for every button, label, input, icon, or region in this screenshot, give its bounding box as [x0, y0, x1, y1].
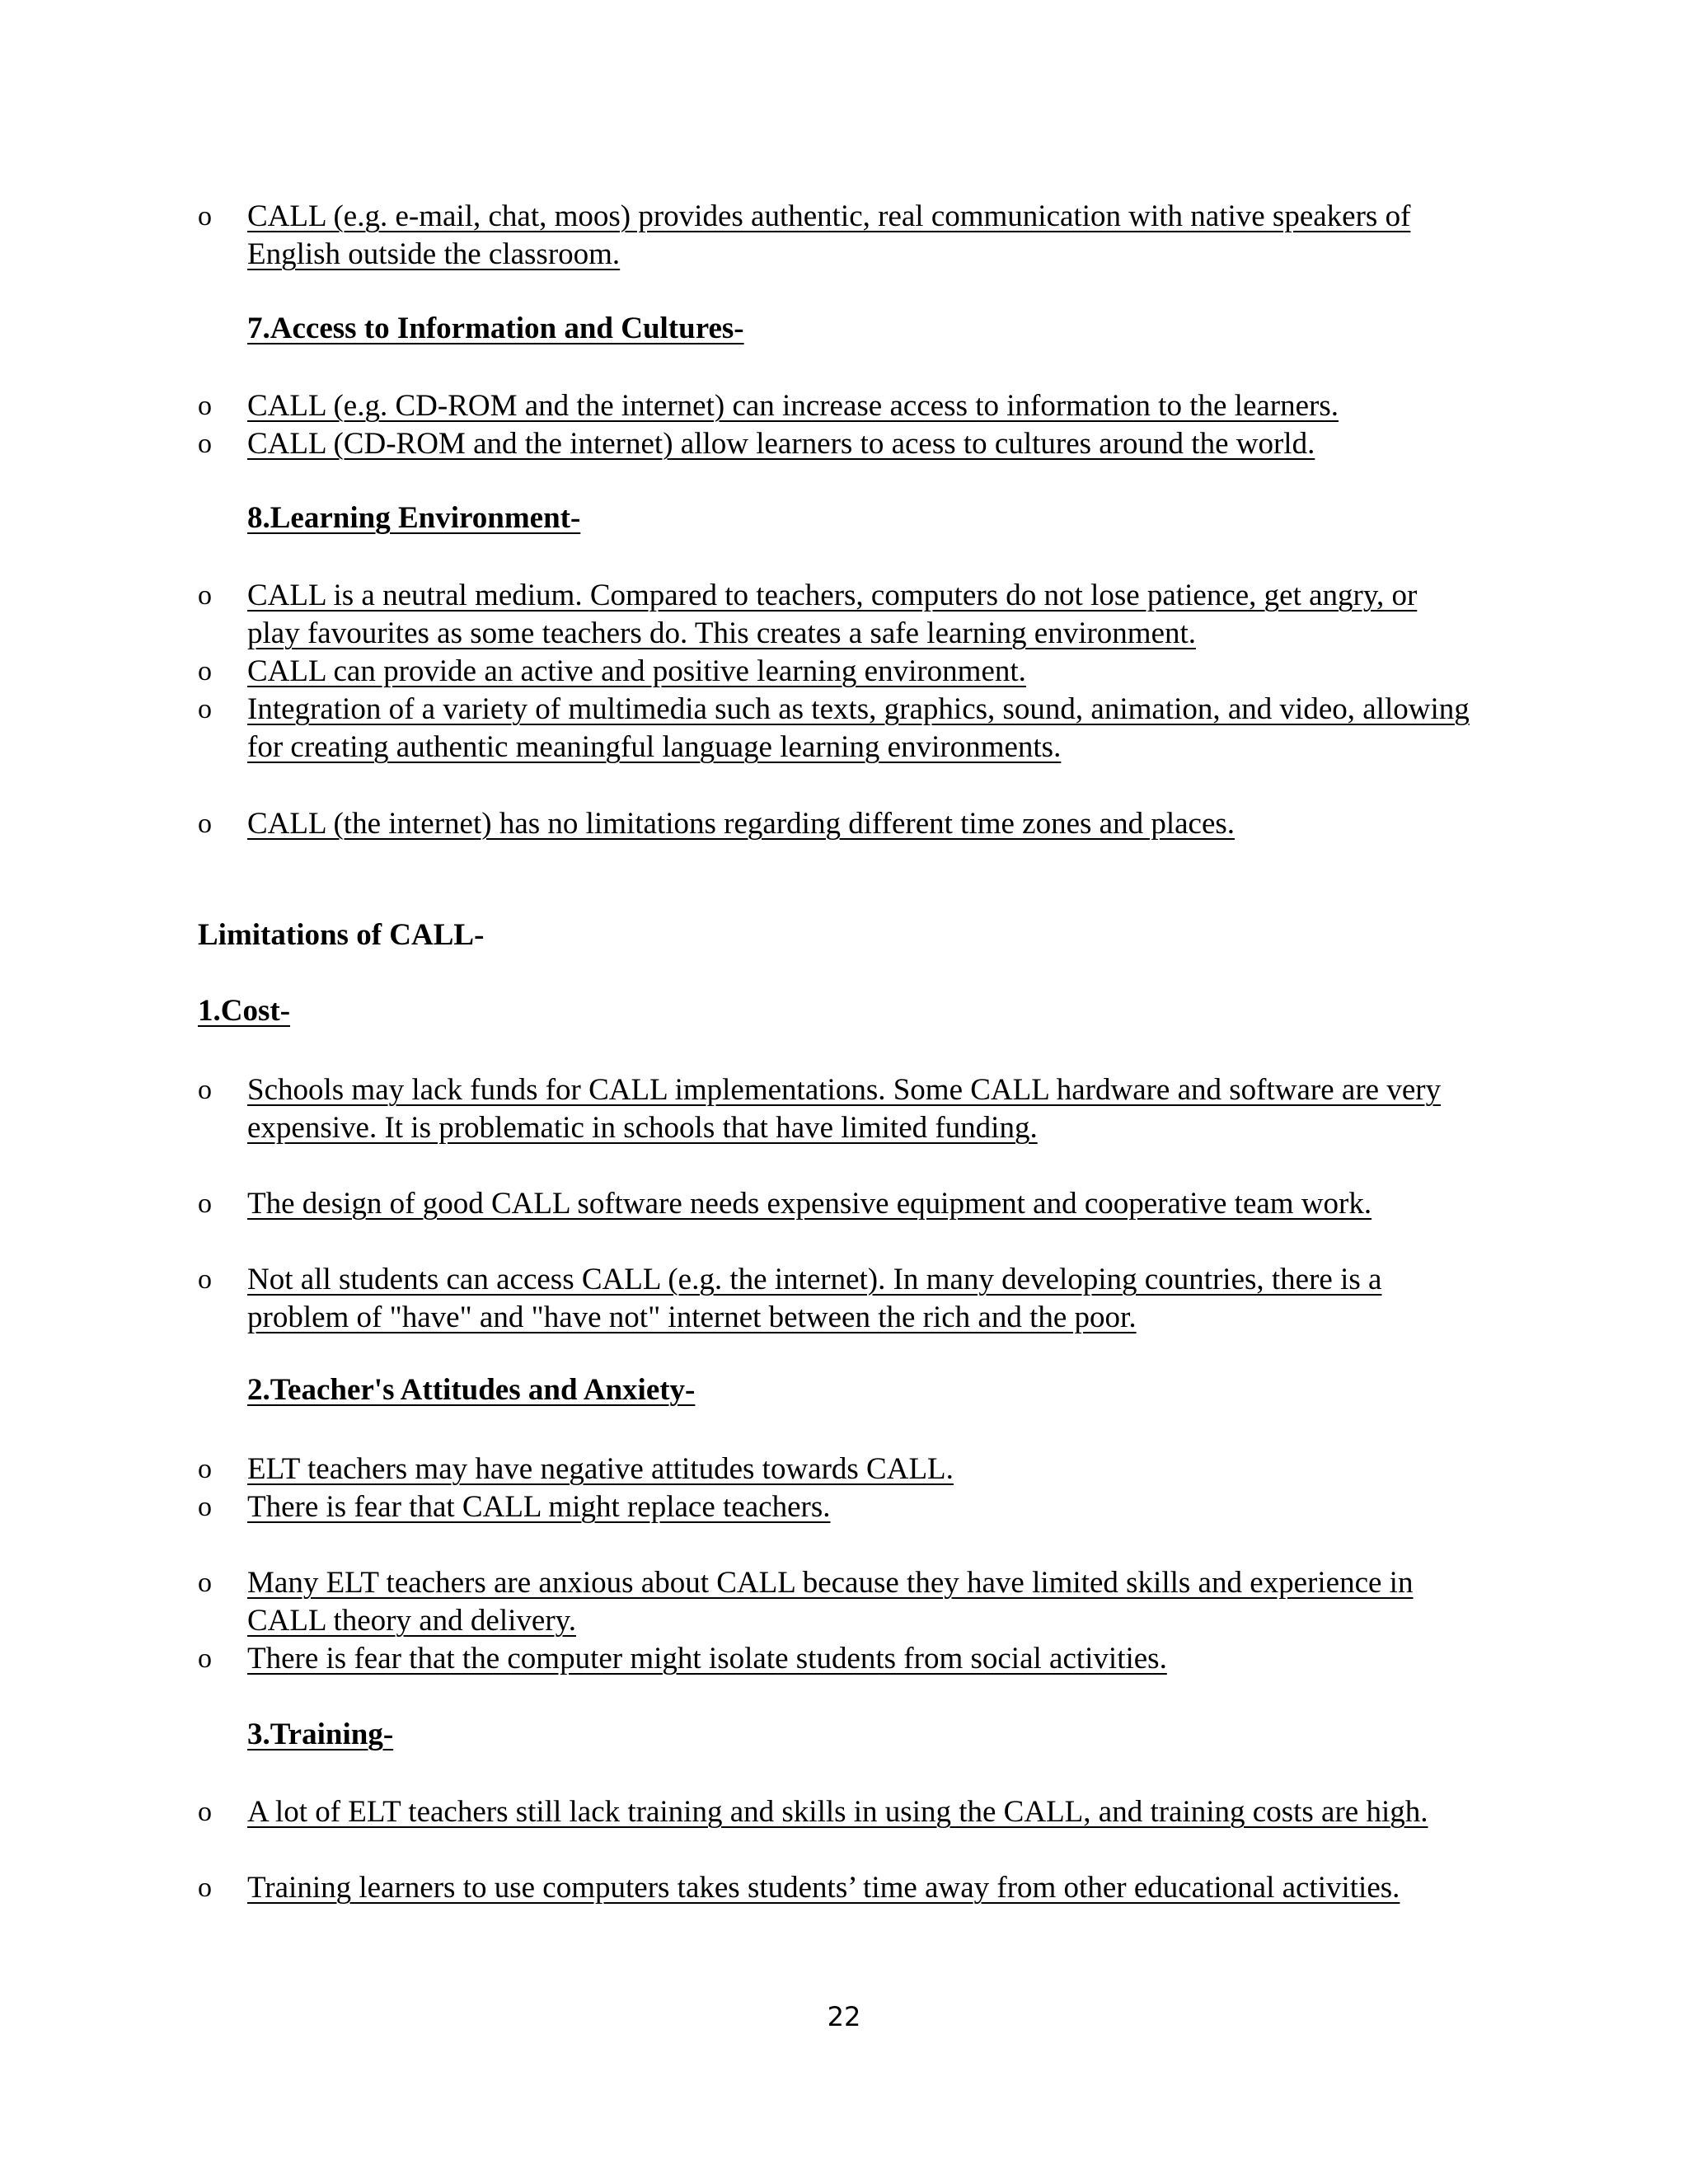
- list-item: [198, 1869, 1475, 1907]
- section-heading-training: 3.Training-: [247, 1718, 394, 1751]
- list-item-text: Not all students can access CALL (e.g. the internet). In many developing countries, there is a problem of "have" and "have not" internet between the rich and the poor.: [247, 1263, 1382, 1334]
- section-heading-access: 7.Access to Information and Cultures-: [247, 312, 744, 345]
- list-item: [198, 387, 1475, 425]
- list-item-text: Training learners to use computers takes students’ time away from other educational activities.: [247, 1871, 1400, 1905]
- page-number: 22: [827, 2001, 861, 2032]
- list-item: [198, 1564, 1475, 1640]
- list-item: [198, 805, 1475, 843]
- list-item: [198, 1640, 1475, 1678]
- bullet-marker: o: [198, 1797, 212, 1827]
- bullet-marker: o: [198, 1872, 212, 1903]
- list-item-text: CALL (e.g. e-mail, chat, moos) provides authentic, real communication with native speakers of English outside the classroom.: [247, 199, 1411, 271]
- list-item-text: There is fear that CALL might replace teachers.: [247, 1490, 831, 1524]
- bullet-marker: o: [198, 391, 212, 421]
- list-item-text: CALL can provide an active and positive learning environment.: [247, 654, 1026, 688]
- bullet-marker: o: [198, 656, 212, 687]
- list-item: [198, 1451, 1475, 1488]
- bullet-marker: o: [198, 1075, 212, 1105]
- bullet-marker: o: [198, 1568, 212, 1598]
- list-item: [198, 1071, 1475, 1147]
- list-item: [198, 1185, 1475, 1223]
- bullet-marker: o: [198, 429, 212, 459]
- bullet-marker: o: [198, 580, 212, 611]
- list-item-text: CALL (e.g. CD-ROM and the internet) can increase access to information to the learners.: [247, 389, 1339, 423]
- list-item: [198, 1261, 1475, 1337]
- bullet-marker: o: [198, 694, 212, 724]
- bullet-marker: o: [198, 1454, 212, 1484]
- bullet-marker: o: [198, 1264, 212, 1295]
- section-heading-cost: 1.Cost-: [198, 994, 291, 1028]
- list-item-text: CALL (the internet) has no limitations regarding different time zones and places.: [247, 807, 1236, 841]
- list-item: [198, 1793, 1475, 1831]
- list-item-text: CALL (CD-ROM and the internet) allow learners to acess to cultures around the world.: [247, 427, 1315, 461]
- list-item-text: Many ELT teachers are anxious about CALL because they have limited skills and experience in CALL theory and delivery.: [247, 1566, 1414, 1638]
- list-item: [198, 691, 1475, 766]
- section-heading-limitations: Limitations of CALL-: [198, 918, 485, 952]
- list-item-text: The design of good CALL software needs expensive equipment and cooperative team work.: [247, 1187, 1372, 1221]
- bullet-marker: o: [198, 1188, 212, 1219]
- list-item-text: CALL is a neutral medium. Compared to teachers, computers do not lose patience, get angry, or play favourites as some teachers do. This creates a safe learning environment.: [247, 579, 1418, 650]
- bullet-marker: o: [198, 1492, 212, 1522]
- list-item-text: ELT teachers may have negative attitudes towards CALL.: [247, 1452, 954, 1486]
- list-item: [198, 198, 1475, 274]
- list-item: [198, 577, 1475, 653]
- list-item-text: Integration of a variety of multimedia such as texts, graphics, sound, animation, and video, allowing for creating authentic meaningful language learning environments.: [247, 692, 1470, 764]
- section-heading-learning-environment: 8.Learning Environment-: [247, 501, 581, 535]
- list-item: [198, 653, 1475, 691]
- bullet-marker: o: [198, 1643, 212, 1674]
- list-item-text: There is fear that the computer might isolate students from social activities.: [247, 1642, 1167, 1675]
- bullet-marker: o: [198, 201, 212, 232]
- list-item: [198, 1488, 1475, 1526]
- list-item-text: A lot of ELT teachers still lack training and skills in using the CALL, and training costs are high.: [247, 1795, 1428, 1829]
- section-heading-teacher-attitudes: 2.Teacher's Attitudes and Anxiety-: [247, 1373, 696, 1407]
- bullet-marker: o: [198, 808, 212, 839]
- list-item-text: Schools may lack funds for CALL implementations. Some CALL hardware and software are very expensive. It is problematic in schools that have limited funding.: [247, 1073, 1442, 1145]
- list-item: [198, 425, 1475, 463]
